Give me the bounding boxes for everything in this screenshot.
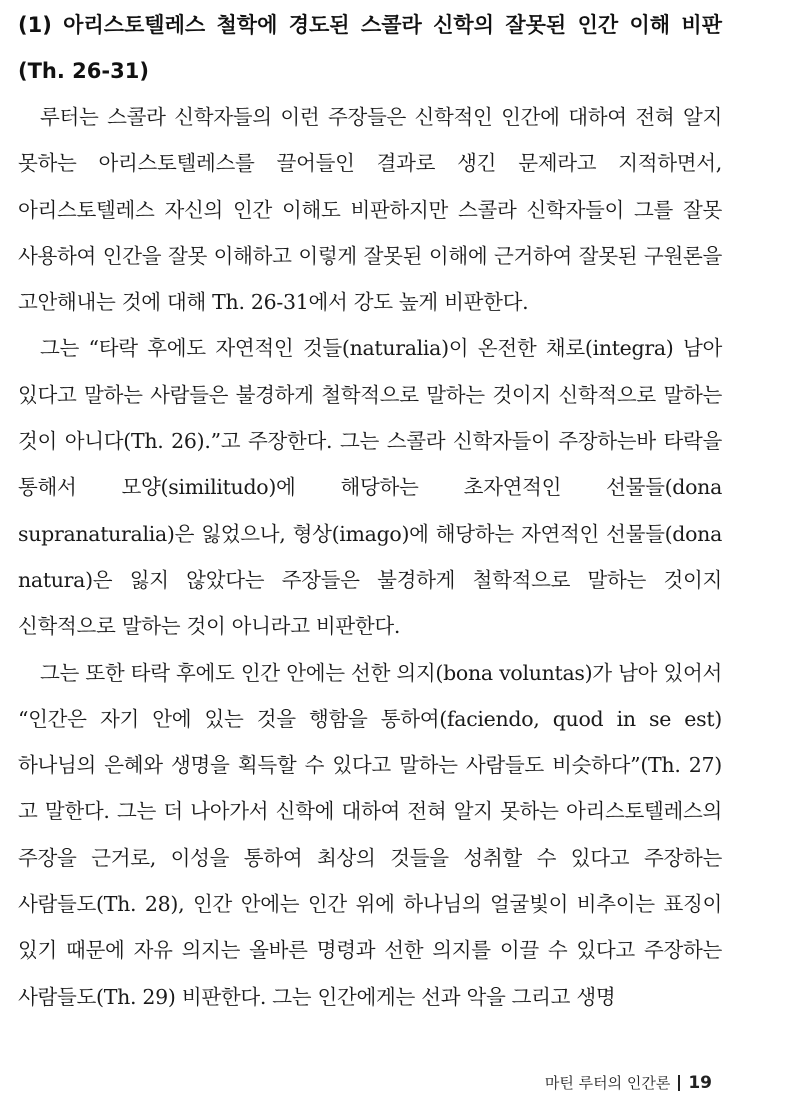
paragraph-1: 루터는 스콜라 신학자들의 이런 주장들은 신학적인 인간에 대하여 전혀 알지 못하는 아리스토텔레스를 끌어들인 결과로 생긴 문제라고 지적하면서, 아리스토텔레스 자신의 인간 이해도 비판하지만 스콜라 신학자들이 그를 잘못 사용하여 인간을 잘못 이해하고 이렇게 잘못된 이해에 근거하여 잘못된 구원론을 고안해내는 것에 대해 Th. 26-31에서 강도 높게 비판한다. (18, 105, 722, 315)
page-footer (545, 1072, 712, 1093)
running-title: 마틴 루터의 인간론 (544, 1074, 671, 1092)
document-page (18, 0, 722, 1020)
paragraph-3: 그는 또한 타락 후에도 인간 안에는 선한 의지(bona voluntas)가 남아 있어서 “인간은 자기 안에 있는 것을 행함을 통하여(faciendo, quod in se est) 하나님의 은혜와 생명을 획득할 수 있다고 말하는 사람들도 비슷하다”(Th. 27)고 말한다. 그는 더 나아가서 신학에 대하여 전혀 알지 못하는 아리스토텔레스의 주장을 근거로, 이성을 통하여 최상의 것들을 성취할 수 있다고 주장하는 사람들도(Th. 28), 인간 안에는 인간 위에 하나님의 얼굴빛이 비추이는 표징이 있기 때문에 자유 의지는 올바른 명령과 선한 의지를 이끌 수 있다고 주장하는 사람들도(Th. 29) 비판한다. 그는 인간에게는 선과 악을 그리고 생명 (18, 660, 722, 1009)
page-number: 19 (688, 1072, 712, 1093)
paragraph-2: 그는 “타락 후에도 자연적인 것들(naturalia)이 온전한 채로(integra) 남아 있다고 말하는 사람들은 불경하게 철학적으로 말하는 것이지 신학적으로 말하는 것이 아니다(Th. 26).”고 주장한다. 그는 스콜라 신학자들이 주장하는바 타락을 통해서 모양(similitudo)에 해당하는 초자연적인 선물들(dona supranaturalia)은 잃었으나, 형상(imago)에 해당하는 자연적인 선물들(dona natura)은 잃지 않았다는 주장들은 불경하게 철학적으로 말하는 것이지 신학적으로 말하는 것이 아니라고 비판한다. (18, 336, 722, 639)
section-heading: (1) 아리스토텔레스 철학에 경도된 스콜라 신학의 잘못된 인간 이해 비판(Th. 26-31) (18, 13, 722, 83)
footer-separator (678, 1075, 680, 1091)
